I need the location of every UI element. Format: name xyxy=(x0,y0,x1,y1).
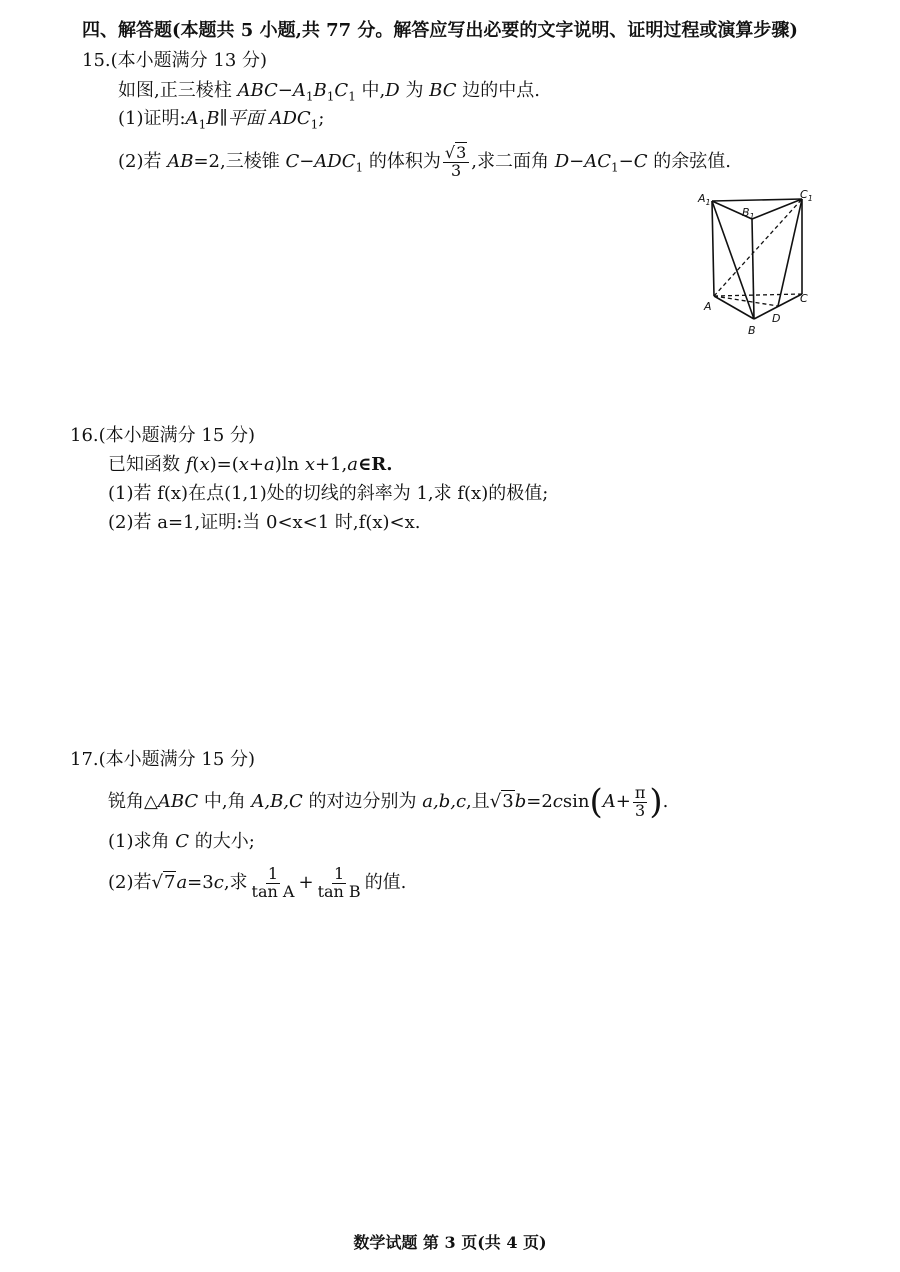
q15-p2-cadc: C−ADC xyxy=(285,151,356,172)
q15-intro-bc: BC xyxy=(429,80,457,101)
q15-p1-text-e: ; xyxy=(318,108,325,129)
q15-volume-fraction xyxy=(443,142,469,180)
q15-header-text: 15.(本小题满分 13 分) xyxy=(82,50,268,71)
q15-intro-text-e: 边的中点. xyxy=(456,80,540,101)
q15-sub: 1 xyxy=(310,117,319,132)
q17-stem-b: 中,角 xyxy=(198,791,252,812)
q17-pi-fraction xyxy=(633,782,648,820)
q16-stem-x: x xyxy=(199,454,210,475)
q17-p2-eq: =3 xyxy=(187,872,214,893)
q15-part2 xyxy=(118,142,731,188)
page-footer-text: 数学试题 第 3 页(共 4 页) xyxy=(353,1233,547,1252)
q17-stem-sides: a,b,c xyxy=(422,791,467,812)
q17-p2-a-var: a xyxy=(176,872,188,893)
q15-intro xyxy=(118,78,540,110)
q17-f2-den: tan B xyxy=(317,881,361,901)
q15-intro-prism: ABC xyxy=(237,80,278,101)
q17-stem-d: ,且 xyxy=(466,791,490,812)
q16-stem-a-var2: a xyxy=(347,454,358,475)
q15-p1-text-a: (1)证明: xyxy=(118,108,186,129)
q15-intro-d: D xyxy=(385,80,400,101)
q17-p2-text-e: ,求 xyxy=(223,872,248,893)
q16-stem-eq: )=( xyxy=(209,454,239,475)
q17-f1-num: 1 xyxy=(267,863,279,883)
q17-frac-num: π xyxy=(634,782,646,802)
q15-p1-a1: A xyxy=(185,108,199,129)
q15-sub: 1 xyxy=(348,89,356,104)
q16-header xyxy=(70,423,255,449)
q16-stem-x2: x xyxy=(238,454,249,475)
section-heading-text: 四、解答题(本题共 5 小题,共 77 分。解答应写出必要的文字说明、证明过程或演算步骤) xyxy=(82,20,798,41)
q15-p2-dac: D−AC xyxy=(554,151,612,172)
q17-stem-angles: A,B,C xyxy=(251,791,303,812)
label-A1: $A_1$ xyxy=(698,192,711,207)
q16-part2 xyxy=(108,510,420,536)
q15-sub: 1 xyxy=(198,117,207,132)
q16-stem-ln: )ln xyxy=(274,454,305,475)
q17-tanB-fraction xyxy=(316,863,363,901)
q17-header xyxy=(70,747,255,773)
q17-left-paren: ( xyxy=(589,782,603,822)
q17-p1-text-c: 的大小; xyxy=(189,831,255,852)
q16-p1-text: (1)若 f(x)在点(1,1)处的切线的斜率为 1,求 f(x)的极值; xyxy=(108,483,549,504)
q15-p2-text-a: (2)若 xyxy=(118,151,168,172)
q17-stem-sqrt3: 3 xyxy=(502,791,514,812)
q15-intro-a1: A xyxy=(292,80,306,101)
q17-f1-den: tan A xyxy=(251,881,295,901)
label-A: A xyxy=(704,300,712,313)
q15-frac-num-rad: 3 xyxy=(456,142,467,162)
q17-stem-a-plus: A+ xyxy=(602,791,631,812)
q17-frac-den: 3 xyxy=(635,800,646,820)
q15-intro-text-b: 中, xyxy=(355,80,386,101)
q16-stem-x3: x xyxy=(304,454,315,475)
q16-stem-f: f xyxy=(185,454,193,475)
q15-intro-b1: B xyxy=(313,80,327,101)
label-C1: $C_1$ xyxy=(800,188,813,203)
q15-frac-num: √3 xyxy=(443,145,469,163)
q17-part1 xyxy=(108,829,255,855)
q17-stem-b-var: b xyxy=(514,791,527,812)
q17-right-paren: ) xyxy=(649,782,663,822)
q15-sub: 1 xyxy=(305,89,314,104)
q16-stem-paren: ( xyxy=(192,454,200,475)
q15-intro-text-c: 为 xyxy=(399,80,430,101)
q17-p2-plus: + xyxy=(298,872,314,893)
q17-p2-text-g: 的值. xyxy=(364,872,407,893)
q15-frac-den: 3 xyxy=(450,160,462,180)
q16-stem-a: 已知函数 xyxy=(108,454,186,475)
q17-p2-c-var: c xyxy=(213,872,224,893)
q15-p1-text-c: B∥平面 xyxy=(206,108,270,129)
q16-stem-a-var: a xyxy=(263,454,275,475)
label-B1: $B_1$ xyxy=(742,206,755,221)
q17-stem: 锐角△ABC 中,角 A,B,C 的对边分别为 a,b,c,且√3b=2csin(A+ $\frac{\pi}{3}$ ). xyxy=(108,782,669,822)
section-heading xyxy=(82,18,798,44)
q17-stem-c-var: c xyxy=(552,791,563,812)
q17-p1-text-a: (1)求角 xyxy=(108,831,176,852)
label-B: B xyxy=(748,324,756,337)
q15-sub: 1 xyxy=(326,89,335,104)
q16-stem-plus1: +1, xyxy=(314,454,348,475)
q16-stem xyxy=(108,452,393,478)
q16-header-text: 16.(本小题满分 15 分) xyxy=(70,425,256,446)
q17-stem-a: 锐角△ xyxy=(108,791,158,812)
q15-p2-c: −C xyxy=(618,151,648,172)
q17-stem-eq2: =2 xyxy=(526,791,553,812)
q15-sub: 1 xyxy=(611,160,619,175)
q17-part2: (2)若√7a=3c,求 $\frac{1}{\text{tan A}}$ + $\frac{1}{\text{tan B}}$ 的值. xyxy=(108,863,407,901)
q17-p2-sqrt7: 7 xyxy=(163,872,176,893)
q16-stem-plus: + xyxy=(248,454,264,475)
q16-stem-in-r: ∈R. xyxy=(357,454,393,475)
q15-p2-text-i: 的余弦值. xyxy=(647,151,731,172)
q17-p2-text-a: (2)若 xyxy=(108,872,152,893)
q15-intro-text-a: 如图,正三棱柱 xyxy=(118,80,238,101)
q15-intro-dash: − xyxy=(277,80,293,101)
q16-part1 xyxy=(108,481,548,507)
q15-intro-c1: C xyxy=(334,80,349,101)
q17-stem-sin: sin xyxy=(562,791,590,812)
q15-part1 xyxy=(118,106,324,138)
q17-stem-c: 的对边分别为 xyxy=(302,791,423,812)
q17-stem-abc: ABC xyxy=(157,791,199,812)
q15-header xyxy=(82,48,267,74)
q15-p2-ab: AB xyxy=(167,151,194,172)
q15-p1-adc: ADC xyxy=(269,108,311,129)
q17-f2-num: 1 xyxy=(334,863,345,883)
q15-p2-text-f: ,求二面角 xyxy=(471,151,555,172)
page-footer xyxy=(0,1230,900,1253)
q17-header-text: 17.(本小题满分 15 分) xyxy=(70,749,256,770)
label-C: C xyxy=(800,292,808,305)
q15-p2-text-e: 的体积为 xyxy=(363,151,441,172)
prism-figure xyxy=(690,184,813,339)
q17-stem-period: . xyxy=(662,791,669,812)
q17-p1-c: C xyxy=(175,831,189,852)
q17-tanA-fraction xyxy=(250,863,297,901)
q16-p2-text: (2)若 a=1,证明:当 0<x<1 时,f(x)<x. xyxy=(108,512,421,533)
q15-sub: 1 xyxy=(355,160,364,175)
label-D: D xyxy=(772,312,781,325)
q15-p2-text-c: =2,三棱锥 xyxy=(193,151,286,172)
